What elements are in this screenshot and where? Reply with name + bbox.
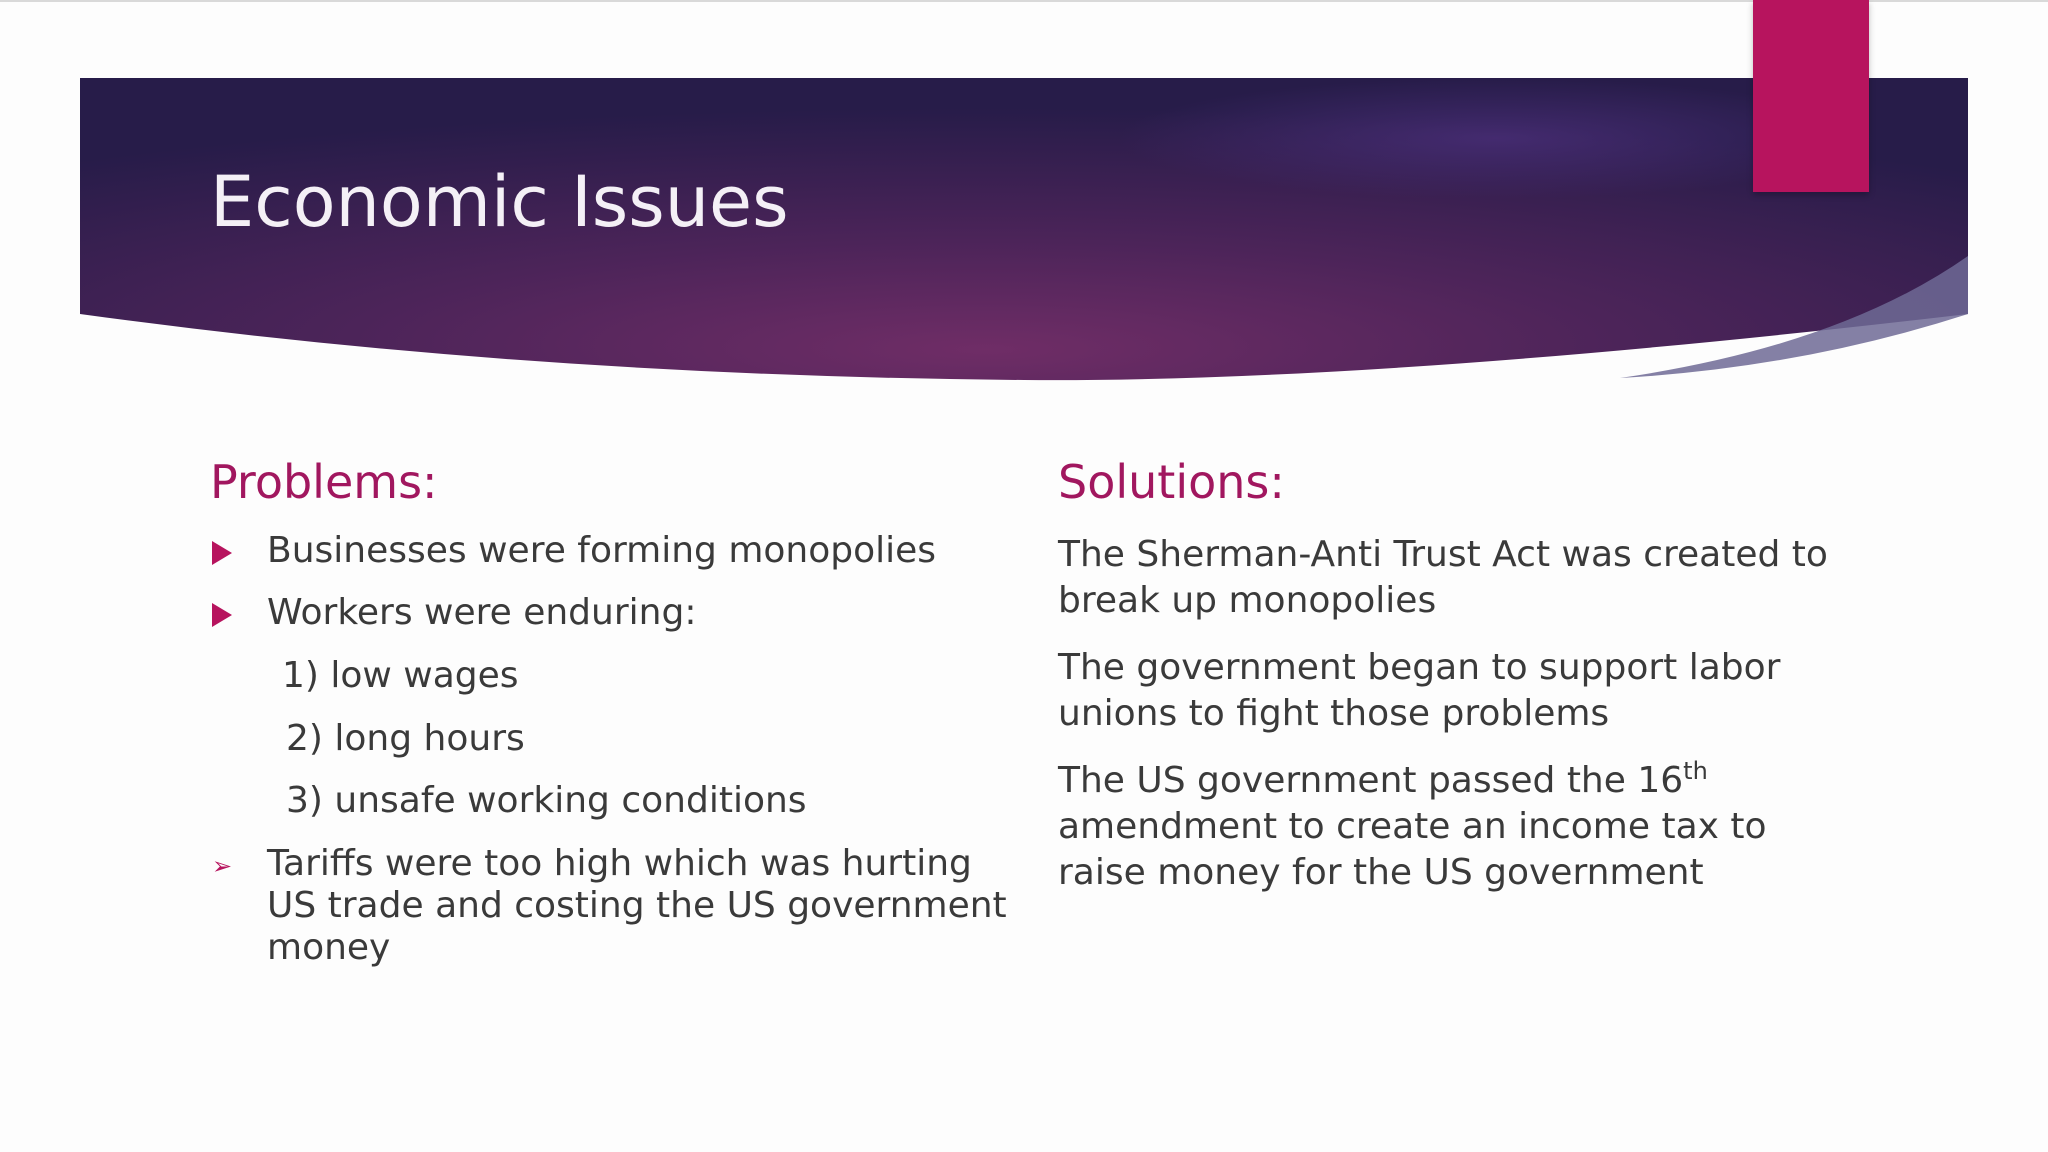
sub-item-low-wages: 1) low wages — [282, 655, 519, 696]
amendment-text-start: The US government passed the 16 — [1058, 760, 1684, 801]
slide-title: Economic Issues — [210, 161, 789, 243]
problems-heading: Problems: — [210, 455, 438, 509]
arrow-bullet-icon: ➢ — [212, 852, 233, 880]
triangle-bullet-icon — [212, 541, 232, 565]
solution-labor-unions: The government began to support labor unions to fight those problems — [1058, 647, 1781, 734]
amendment-text-end: amendment to create an income tax to raise money for the US government — [1058, 806, 1767, 893]
accent-tab — [1753, 0, 1869, 192]
solution-sherman-act: The Sherman-Anti Trust Act was created to break up monopolies — [1058, 534, 1828, 621]
problem-bullet-workers: Workers were enduring: — [267, 592, 697, 633]
triangle-bullet-icon — [212, 603, 232, 627]
solutions-heading: Solutions: — [1058, 455, 1285, 509]
ordinal-suffix: th — [1683, 757, 1708, 785]
problem-bullet-tariffs: Tariffs were too high which was hurting US trade and costing the US government money — [267, 843, 1007, 968]
sub-item-unsafe-conditions: 3) unsafe working conditions — [286, 780, 807, 821]
problem-bullet-monopolies: Businesses were forming monopolies — [267, 530, 937, 571]
sub-item-long-hours: 2) long hours — [286, 718, 525, 759]
top-divider — [0, 0, 2048, 2]
solution-16th-amendment — [1058, 758, 1838, 896]
